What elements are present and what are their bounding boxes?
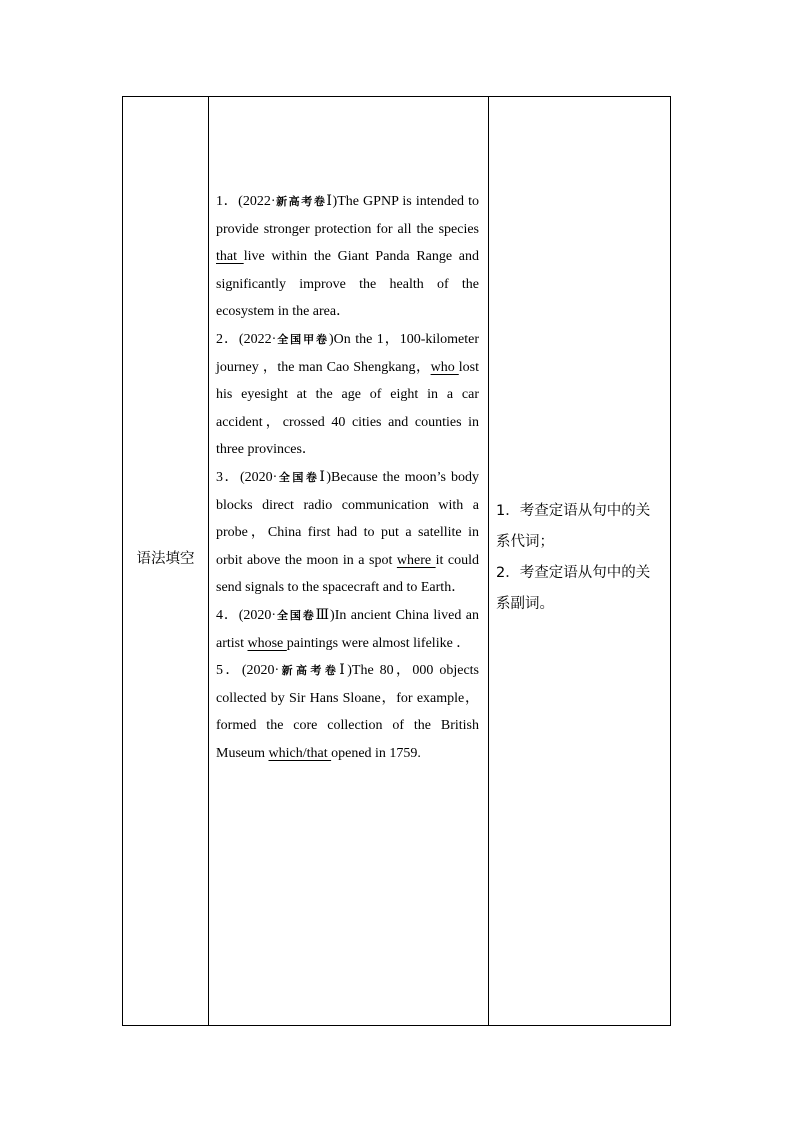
sentence-after: lost his eyesight at the age of eight in a car accident，crossed 40 cities and counties in three provinces．: [216, 359, 479, 458]
exam-source: 新高考卷: [279, 664, 340, 678]
key-points-cell: [489, 97, 670, 1025]
sentence-after: opened in 1759.: [331, 745, 421, 761]
grammar-table: [122, 96, 671, 1026]
sentence-after: paintings were almost lifelike ．: [286, 635, 471, 651]
sentence-before: )The GPNP is intended to provide stronger protection for all the species: [216, 194, 480, 237]
sentence-before: )In ancient China lived an artist: [216, 607, 479, 651]
exam-source: 新高考卷: [275, 195, 327, 208]
example-number: 1．(2022·: [216, 194, 276, 209]
example-number: 3．(2020·: [216, 469, 278, 485]
answer-blank: that: [216, 249, 244, 265]
sentence-after: live within the Giant Panda Range and significantly improve the health of the ecosystem in the area．: [216, 249, 479, 320]
key-point-item: 1．考查定语从句中的关系代词；: [496, 503, 651, 550]
sentence-before: )The 80，000 objects collected by Sir Hans Sloane，for example，formed the core collection of the British Museum: [216, 663, 479, 761]
answer-blank: who: [430, 359, 459, 375]
example-item: [216, 464, 479, 602]
example-item: [216, 657, 479, 767]
exam-volume: Ⅰ: [319, 469, 327, 485]
example-item: [216, 188, 479, 326]
examples-list: [216, 188, 479, 767]
category-label: 语法填空: [136, 551, 195, 567]
example-number: 2．(2022·: [216, 331, 277, 347]
example-item: [216, 326, 479, 464]
answer-blank: whose: [247, 635, 287, 651]
example-item: [216, 602, 479, 657]
category-cell: [123, 97, 209, 1025]
exam-volume: Ⅰ: [339, 663, 348, 679]
exam-volume: Ⅲ: [315, 607, 331, 623]
key-points-list: [496, 496, 664, 620]
key-point-item: 2．考查定语从句中的关系副词。: [496, 565, 651, 612]
example-number: 4．(2020·: [216, 607, 277, 623]
exam-volume: Ⅰ: [326, 194, 333, 209]
exam-source: 全国甲卷: [276, 332, 329, 346]
exam-source: 全国卷: [276, 608, 316, 622]
answer-blank: where: [396, 552, 436, 568]
sentence-before: )On the 1，100-kilometer journey ，the man Cao Shengkang，: [216, 331, 479, 375]
sentence-after: it could send signals to the spacecraft and to Earth．: [216, 552, 480, 596]
examples-cell: [209, 97, 489, 1025]
answer-blank: which/that: [268, 745, 332, 761]
exam-source: 全国卷: [277, 470, 320, 484]
sentence-before: )Because the moon’s body blocks direct radio communication with a probe，China first had to put a satellite in orbit above the moon in a spot: [216, 469, 479, 568]
example-number: 5．(2020·: [216, 663, 280, 679]
